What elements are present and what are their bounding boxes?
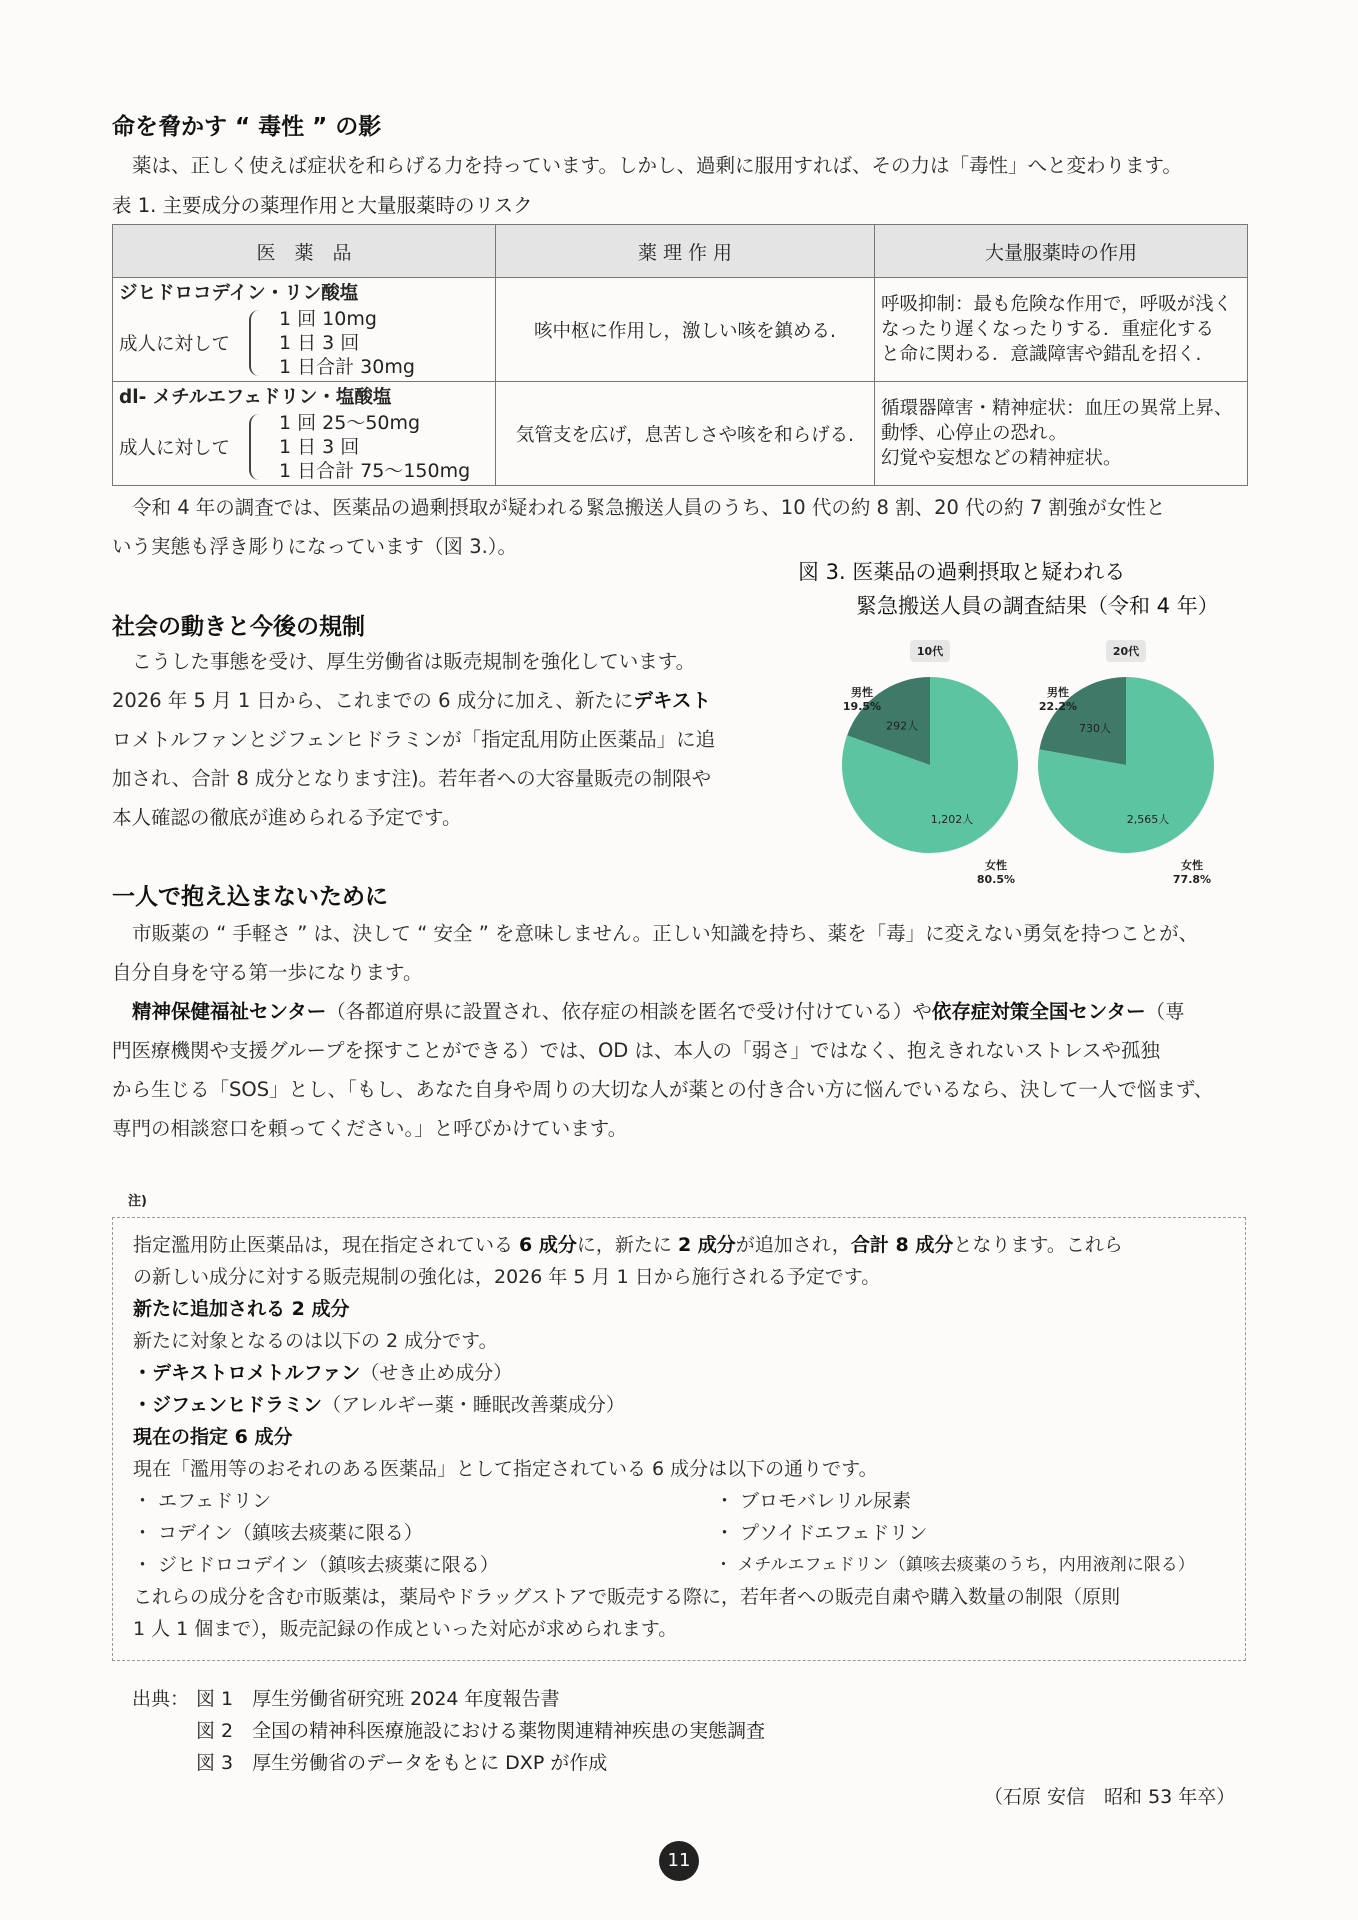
note-item: ・ プソイドエフェドリン (715, 1522, 928, 1544)
pie-category-label: 女性 (1181, 859, 1203, 872)
intro-paragraph: 薬は、正しく使えば症状を和らげる力を持っています。しかし、過剰に服用すれば、その力は「毒性」へと変わります。 (132, 154, 1182, 177)
section-heading-support: 一人で抱え込まないために (112, 884, 388, 910)
pie-percent-label: 22.2% (1038, 700, 1078, 713)
support-paragraph: 精神保健福祉センター（各都道府県に設置され、依存症の相談を匿名で受け付けている）や依存症対策全国センター（専 (132, 1000, 1185, 1023)
pie-percent-label: 80.5% (976, 873, 1016, 886)
note-line: これらの成分を含む市販薬は，薬局やドラッグストアで販売する際に，若年者への販売自粛や購入数量の制限（原則 (133, 1586, 1121, 1608)
risk-line: なったり遅くなったりする．重症化する (881, 319, 1215, 340)
dose-line: 1 回 25～50mg (279, 412, 421, 434)
action-cell: 咳中枢に作用し，激しい咳を鎮める. (496, 278, 875, 382)
support-paragraph: 門医療機関や支援グループを探すことができる）では、OD は、本人の「弱さ」ではなく、抱えきれないストレスや孤独 (112, 1039, 1161, 1062)
note-item: ・ エフェドリン (133, 1490, 272, 1512)
figure-title-line2: 緊急搬送人員の調査結果（令和 4 年） (856, 594, 1219, 618)
regulation-line: こうした事態を受け、厚生労働省は販売規制を強化しています。 (132, 650, 696, 673)
section-heading-toxicity: 命を脅かす “ 毒性 ” の影 (112, 114, 382, 140)
pie-charts (820, 640, 1240, 900)
note-line: の新しい成分に対する販売規制の強化は，2026 年 5 月 1 日から施行される予定です。 (133, 1266, 881, 1288)
note-line: 指定濫用防止医薬品は，現在指定されている 6 成分に，新たに 2 成分が追加され，合計 8 成分となります。これら (133, 1234, 1123, 1256)
support-paragraph: 自分自身を守る第一歩になります。 (112, 961, 423, 984)
dose-line: 1 日 3 回 (279, 436, 360, 458)
drug-name: dl- メチルエフェドリン・塩酸塩 (119, 387, 392, 408)
note-box (112, 1217, 1246, 1661)
support-paragraph: 専門の相談窓口を頼ってください。」と呼びかけています。 (112, 1117, 628, 1140)
author-credit: （石原 安信 昭和 53 年卒） (984, 1786, 1236, 1808)
dose-line: 1 回 10mg (279, 308, 377, 330)
table-row (113, 278, 1248, 382)
center-name: 依存症対策全国センター (931, 1000, 1146, 1023)
drug-cell (113, 382, 496, 486)
table-caption: 表 1. 主要成分の薬理作用と大量服薬時のリスク (112, 194, 533, 217)
pie-title: 10代 (916, 645, 944, 658)
risk-cell (875, 382, 1248, 486)
dose-label: 成人に対して (119, 334, 231, 355)
section-heading-regulation: 社会の動きと今後の規制 (112, 614, 365, 640)
source-item: 図 1 厚生労働省研究班 2024 年度報告書 (196, 1688, 560, 1710)
pie-percent-label: 19.5% (842, 700, 882, 713)
sources-label: 出典： (132, 1688, 190, 1710)
note-item: ・ メチルエフェドリン（鎮咳去痰薬のうち，内用液剤に限る） (715, 1555, 1195, 1575)
table-row (113, 382, 1248, 486)
pie-category-label: 男性 (851, 686, 873, 699)
note-line: 現在「濫用等のおそれのある医薬品」として指定されている 6 成分は以下の通りです。 (133, 1458, 878, 1480)
survey-paragraph-line2: いう実態も浮き彫りになっています（図 3.）。 (112, 535, 518, 558)
risk-line: 動悸、心停止の恐れ。 (881, 423, 1068, 444)
support-paragraph: から生じる「SOS」とし、「もし、あなた自身や周りの大切な人が薬との付き合い方に悩んでいるなら、決して一人で悩まず、 (112, 1078, 1214, 1101)
header-risk: 大量服薬時の作用 (875, 225, 1248, 278)
table-header-row (113, 225, 1248, 278)
support-paragraph: 市販薬の “ 手軽さ ” は、決して “ 安全 ” を意味しません。正しい知識を持ち、薬を「毒」に変えない勇気を持つことが、 (132, 922, 1199, 945)
survey-paragraph-line1: 令和 4 年の調査では、医薬品の過剰摂取が疑われる緊急搬送人員のうち、10 代の約 8 割、20 代の約 7 割強が女性と (132, 496, 1166, 519)
risk-line: と命に関わる．意識障害や錯乱を招く. (881, 344, 1202, 365)
pie-title: 20代 (1112, 645, 1140, 658)
note-item: ・ジフェンヒドラミン（アレルギー薬・睡眠改善薬成分） (133, 1394, 625, 1416)
note-line: 新たに対象となるのは以下の 2 成分です。 (133, 1330, 498, 1352)
figure-title-line1: 図 3. 医薬品の過剰摂取と疑われる (798, 560, 1126, 584)
regulation-line: 2026 年 5 月 1 日から、これまでの 6 成分に加え、新たにデキスト (112, 689, 712, 712)
center-name: 精神保健福祉センター (132, 1000, 327, 1023)
dose-label: 成人に対して (119, 438, 231, 459)
dose-line: 1 日合計 75～150mg (279, 460, 471, 482)
drug-cell (113, 278, 496, 382)
regulation-line: 加され、合計 8 成分となります注)。若年者への大容量販売の制限や (112, 767, 712, 790)
pie-category-label: 女性 (985, 859, 1007, 872)
pie-value-label: 730人 (1078, 721, 1111, 735)
drug-table (112, 224, 1248, 486)
brace-icon (249, 414, 267, 480)
source-item: 図 2 全国の精神科医療施設における薬物関連精神疾患の実態調査 (196, 1720, 766, 1742)
risk-cell (875, 278, 1248, 382)
risk-line: 幻覚や妄想などの精神症状。 (881, 448, 1122, 469)
note-subheading: 新たに追加される 2 成分 (133, 1298, 350, 1320)
note-line: 1 人 1 個まで），販売記録の作成といった対応が求められます。 (133, 1618, 678, 1640)
note-item: ・ コデイン（鎮咳去痰薬に限る） (133, 1522, 423, 1544)
page-number: 11 (659, 1841, 699, 1881)
action-cell: 気管支を広げ，息苦しさや咳を和らげる. (496, 382, 875, 486)
pie-value-label: 292人 (886, 719, 919, 733)
dose-line: 1 日合計 30mg (279, 356, 415, 378)
source-item: 図 3 厚生労働省のデータをもとに DXP が作成 (196, 1752, 608, 1774)
note-subheading: 現在の指定 6 成分 (133, 1426, 293, 1448)
header-action: 薬 理 作 用 (496, 225, 875, 278)
risk-line: 循環器障害・精神症状：血圧の異常上昇、 (881, 398, 1233, 419)
regulation-line: 本人確認の徹底が進められる予定です。 (112, 806, 462, 829)
note-item: ・デキストロメトルファン（せき止め成分） (133, 1362, 513, 1384)
header-drug: 医 薬 品 (113, 225, 496, 278)
drug-name: ジヒドロコデイン・リン酸塩 (119, 283, 359, 304)
note-label: 注) (128, 1194, 147, 1209)
pie-percent-label: 77.8% (1172, 873, 1212, 886)
risk-line: 呼吸抑制：最も危険な作用で，呼吸が浅く (881, 294, 1233, 315)
regulation-line: ロメトルファンとジフェンヒドラミンが「指定乱用防止医薬品」に追 (112, 728, 716, 751)
pie-value-label: 2,565人 (1126, 813, 1170, 826)
note-item: ・ ブロモバレリル尿素 (715, 1490, 912, 1512)
pie-value-label: 1,202人 (930, 813, 974, 826)
brace-icon (249, 310, 267, 376)
note-item: ・ ジヒドロコデイン（鎮咳去痰薬に限る） (133, 1554, 499, 1576)
pie-category-label: 男性 (1047, 686, 1069, 699)
dose-line: 1 日 3 回 (279, 332, 360, 354)
